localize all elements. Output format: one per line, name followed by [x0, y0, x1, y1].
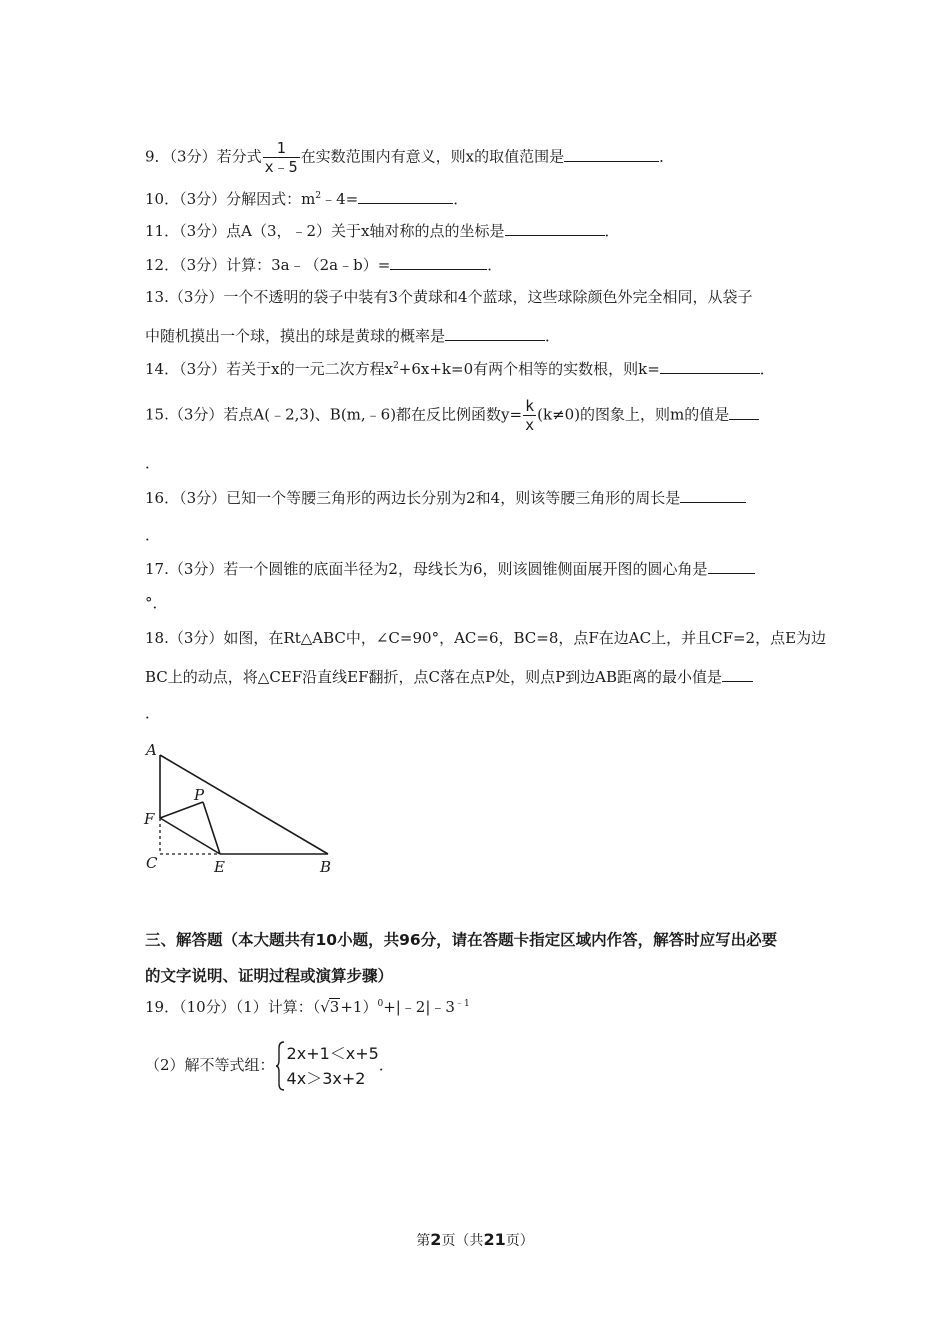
- answer-blank[interactable]: [722, 666, 753, 682]
- label-e: E: [214, 858, 225, 876]
- question-17: 17.（3分）若一个圆锥的底面半径为2，母线长为6，则该圆锥侧面展开图的圆心角是: [145, 558, 755, 579]
- sqrt-symbol: √: [320, 998, 330, 1016]
- question-14: 14．（3分）若关于x的一元二次方程$x^2+6x+k=0$有两个相等的实数根，则k= ．: [145, 360, 775, 378]
- triangle-figure: [140, 738, 350, 878]
- inequality-system: 2x+1＜x+5 4x＞3x+2: [275, 1041, 379, 1091]
- left-brace-icon: [275, 1041, 285, 1091]
- fraction: $\frac{k}{x}$: [525, 397, 535, 434]
- label-b: B: [320, 858, 332, 876]
- segment-fp: [160, 802, 203, 818]
- question-18-line2: BC上的动点，将△CEF沿直线EF翻折，点C落在点P处，则点P到边AB距离的最小值是: [145, 666, 753, 687]
- answer-blank[interactable]: [445, 325, 545, 341]
- question-19-part1: 19．（10分）（1）计算：$(√3+1)^0+|﹣2|﹣3^{﹣1}$: [145, 998, 470, 1016]
- question-19-part2: （2）解不等式组： 2x+1＜x+5 4x＞3x+2 ．: [145, 1040, 394, 1091]
- segment-fe: [160, 818, 220, 854]
- answer-blank[interactable]: [708, 558, 755, 574]
- answer-blank[interactable]: [358, 188, 453, 204]
- label-f: F: [144, 810, 155, 828]
- answer-blank[interactable]: [729, 404, 759, 420]
- page-footer: 第2页（共21页）: [416, 1230, 534, 1249]
- question-18-line1: 18.（3分）如图，在Rt△ABC中，∠C=90°，AC=6，BC=8，点F在边AC上，并且CF=2，点E为边: [145, 629, 827, 647]
- answer-blank[interactable]: [680, 487, 746, 503]
- label-a: A: [146, 741, 157, 759]
- question-12: 12．（3分）计算：3a﹣（2a﹣b）= ．: [145, 256, 503, 274]
- answer-blank[interactable]: [390, 254, 487, 270]
- question-13-line2: 中随机摸出一个球，摸出的球是黄球的概率是 ．: [145, 327, 561, 345]
- label-c: C: [146, 854, 158, 872]
- question-10: 10．（3分）分解因式：$m^2﹣4=$ ．: [145, 190, 469, 208]
- question-15: 15.（3分）若点A(﹣2,3)、B(m,﹣6)都在反比例函数y= $\frac{k}{x}$ (k≠0)的图象上，则m的值是: [145, 397, 759, 434]
- label-p: P: [194, 786, 205, 804]
- answer-blank[interactable]: [564, 146, 659, 162]
- segment-ab: [160, 755, 328, 854]
- section-3-heading: 三、解答题（本大题共有10小题，共96分，请在答题卡指定区域内作答，解答时应写出必要: [145, 931, 778, 949]
- fraction: $\frac{1}{x﹣5}$: [264, 139, 298, 176]
- answer-blank[interactable]: [505, 220, 605, 236]
- question-11: 11．（3分）点A（3，﹣2）关于x轴对称的点的坐标是 ．: [145, 222, 620, 240]
- question-18-end: ．: [145, 704, 161, 722]
- question-9: 9．（3分）若分式 $\frac{1}{x﹣5}$ 在实数范围内有意义，则x的取值范围是 ．: [145, 139, 675, 176]
- question-15-end: ．: [145, 454, 161, 472]
- question-16-end: ．: [145, 526, 161, 544]
- answer-blank[interactable]: [660, 358, 760, 374]
- section-3-heading-line2: 的文字说明、证明过程或演算步骤）: [145, 967, 394, 985]
- question-13-line1: 13.（3分）一个不透明的袋子中装有3个黄球和4个蓝球，这些球除颜色外完全相同，从袋子: [145, 288, 753, 306]
- question-17-end: °．: [145, 594, 168, 612]
- question-16: 16．（3分）已知一个等腰三角形的两边长分别为2和4，则该等腰三角形的周长是: [145, 487, 746, 508]
